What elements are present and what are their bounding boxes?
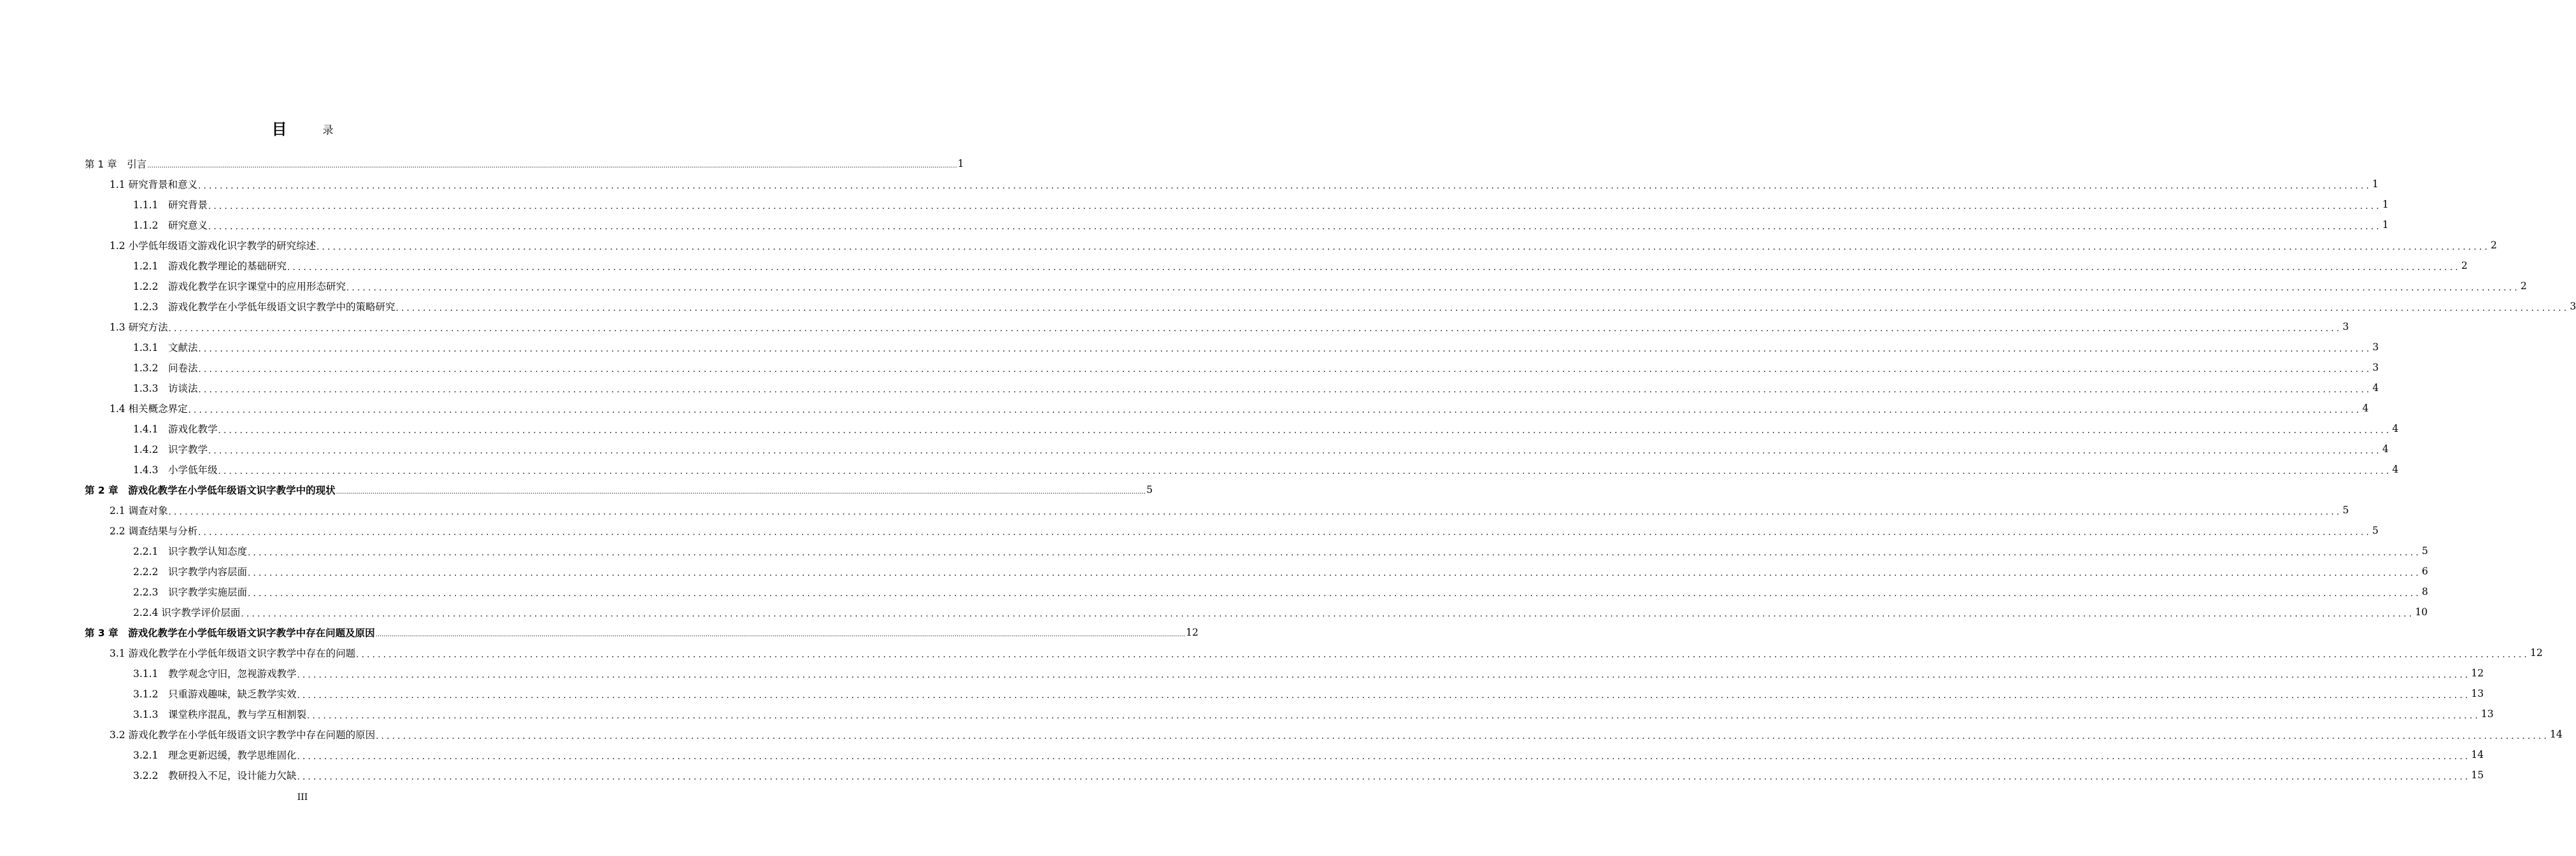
toc-entry[interactable] xyxy=(133,419,2399,438)
toc-entry-page: 2 xyxy=(2461,260,2468,271)
toc-entry-page: 3 xyxy=(2372,362,2379,373)
toc-entry[interactable] xyxy=(133,460,2399,479)
toc-entry-page: 1 xyxy=(2382,199,2389,210)
toc-entry-page: 4 xyxy=(2382,443,2389,455)
toc-leader-dots: ................................................................................................................................................................................................................................................................................................................................................................................................................ xyxy=(168,324,2342,334)
toc-entry[interactable] xyxy=(133,338,2379,357)
toc-leader-dots: ................................................................................................................................................................................................................................................................................................................................................................................................................ xyxy=(297,773,2471,782)
toc-entry-page: 2 xyxy=(2520,280,2527,292)
toc-leader-dots: ................................................................................................................................................................................................................................................................................................................................................................................................................ xyxy=(218,426,2392,436)
toc-entry-page: 4 xyxy=(2392,423,2399,434)
toc-leader-dots: ................................................................................................................................................................................................................................................................................................................................................................................................................ xyxy=(395,304,2570,313)
toc-leader-dots: ................................................................................................................................................................................................................................................................................................................................................................................................................ xyxy=(208,446,2382,456)
toc-leader-dots: ................................................................................................................................................................................................................................................................................................................................................................................................................ xyxy=(346,283,2520,293)
toc-entry[interactable] xyxy=(133,276,2527,296)
toc-entry[interactable] xyxy=(133,256,2468,275)
toc-entry-page: 2 xyxy=(2491,239,2497,251)
toc-entry[interactable] xyxy=(110,175,2379,194)
toc-entry-page: 13 xyxy=(2471,688,2484,699)
toc-entry[interactable] xyxy=(110,399,2369,418)
toc-leader-dots: ................................................................................................................................................................................................................................................................................................................................................................................................................ xyxy=(247,548,2421,558)
toc-entry[interactable] xyxy=(110,501,2349,520)
toc-entry-label: 1.4.2 识字教学 xyxy=(133,444,208,455)
toc-leader-dots: ................................................................................................................................................................................................................................................................................................................................................................................................................ xyxy=(297,752,2471,762)
toc-entry[interactable] xyxy=(133,439,2389,459)
toc-entry-page: 12 xyxy=(2471,667,2484,679)
toc-heading xyxy=(0,113,605,139)
toc-entry-page: 5 xyxy=(2342,504,2349,516)
toc-leader-dots: ................................................................................................................................................................................................................................................................................................................................................................................................................ xyxy=(297,691,2471,701)
toc-leader-dots: ................................................................................................................................................................................................................................................................................................................................................................................................................ xyxy=(208,202,2382,211)
toc-entry-page: 5 xyxy=(2372,525,2379,536)
toc-heading-small: 录 xyxy=(322,124,334,137)
toc-entry-label: 第 3 章 游戏化教学在小学低年级语文识字教学中存在问题及原因 xyxy=(85,627,375,639)
toc-entry-label: 2.2 调查结果与分析 xyxy=(110,525,198,537)
toc-entry-page: 5 xyxy=(1146,484,1153,496)
toc-entry-label: 3.1 游戏化教学在小学低年级语文识字教学中存在的问题 xyxy=(110,648,356,659)
toc-entry-label: 1.3.2 问卷法 xyxy=(133,362,198,374)
toc-entry[interactable] xyxy=(133,562,2428,581)
toc-entry-page: 3 xyxy=(2570,301,2576,312)
toc-entry-page: 8 xyxy=(2421,586,2428,597)
toc-entry[interactable] xyxy=(133,541,2428,560)
toc-entry-label: 1.1 研究背景和意义 xyxy=(110,179,198,190)
toc-heading-big: 目 xyxy=(271,120,287,138)
toc-entry-label: 1.3 研究方法 xyxy=(110,322,168,333)
toc-entry-page: 4 xyxy=(2372,382,2379,394)
toc-entry-label: 第 1 章 引言 xyxy=(85,159,147,170)
toc-entry-page: 3 xyxy=(2372,341,2379,353)
page-number: III xyxy=(297,792,308,802)
toc-leader-dots: ................................................................................................................................................................................................................................................................................................................................................................................................................ xyxy=(375,631,1186,638)
toc-entry-label: 1.3.1 文献法 xyxy=(133,342,198,353)
toc-entry[interactable] xyxy=(110,236,2497,255)
toc-entry[interactable] xyxy=(133,603,2428,622)
toc-entry-page: 3 xyxy=(2342,321,2349,332)
toc-leader-dots: ................................................................................................................................................................................................................................................................................................................................................................................................................ xyxy=(198,345,2372,354)
toc-entry[interactable] xyxy=(133,215,2389,234)
toc-entry-label: 1.4 相关概念界定 xyxy=(110,403,188,415)
toc-leader-dots: ................................................................................................................................................................................................................................................................................................................................................................................................................ xyxy=(317,243,2491,252)
toc-entry[interactable] xyxy=(133,195,2389,214)
toc-leader-dots: ................................................................................................................................................................................................................................................................................................................................................................................................................ xyxy=(376,732,2550,741)
toc-entry-label: 3.2.1 理念更新迟缓，教学思维固化 xyxy=(133,750,297,761)
toc-entry-page: 12 xyxy=(1186,627,1199,638)
toc-entry[interactable] xyxy=(133,766,2484,785)
toc-entry[interactable] xyxy=(110,643,2543,662)
toc-leader-dots: ................................................................................................................................................................................................................................................................................................................................................................................................................ xyxy=(297,671,2471,680)
toc-entry-page: 10 xyxy=(2415,606,2428,618)
toc-entry-page: 12 xyxy=(2530,647,2543,659)
toc-entry[interactable] xyxy=(133,378,2379,397)
toc-entry[interactable] xyxy=(133,684,2484,703)
toc-leader-dots: ................................................................................................................................................................................................................................................................................................................................................................................................................ xyxy=(306,711,2480,721)
toc-entry-label: 1.1.2 研究意义 xyxy=(133,220,208,231)
toc-leader-dots: ................................................................................................................................................................................................................................................................................................................................................................................................................ xyxy=(198,182,2372,191)
toc-entry-page: 14 xyxy=(2550,729,2563,740)
toc-entry-label: 1.4.1 游戏化教学 xyxy=(133,424,218,435)
toc-entry[interactable] xyxy=(133,582,2428,601)
toc-leader-dots: ................................................................................................................................................................................................................................................................................................................................................................................................................ xyxy=(241,610,2415,619)
toc-leader-dots: ................................................................................................................................................................................................................................................................................................................................................................................................................ xyxy=(218,467,2392,476)
toc-entry-label: 3.1.2 只重游戏趣味，缺乏教学实效 xyxy=(133,688,297,700)
toc-entry-label: 1.3.3 访谈法 xyxy=(133,383,198,394)
toc-leader-dots: ................................................................................................................................................................................................................................................................................................................................................................................................................ xyxy=(247,589,2421,599)
toc-entry-label: 1.2 小学低年级语文游戏化识字教学的研究综述 xyxy=(110,240,317,252)
toc-entry-label: 1.1.1 研究背景 xyxy=(133,199,208,211)
toc-entry-label: 3.1.1 教学观念守旧，忽视游戏教学 xyxy=(133,668,297,680)
toc-entry-label: 1.2.2 游戏化教学在识字课堂中的应用形态研究 xyxy=(133,281,346,292)
toc-entry-page: 1 xyxy=(957,158,964,169)
toc-entry-page: 15 xyxy=(2471,769,2484,781)
toc-entry[interactable] xyxy=(133,358,2379,377)
toc-leader-dots: ................................................................................................................................................................................................................................................................................................................................................................................................................ xyxy=(247,569,2421,578)
toc-entry-page: 4 xyxy=(2392,464,2399,475)
toc-entry-label: 3.1.3 课堂秩序混乱，教与学互相割裂 xyxy=(133,709,306,720)
toc-entry-label: 2.2.1 识字教学认知态度 xyxy=(133,546,247,557)
toc-entry-page: 13 xyxy=(2480,708,2494,720)
toc-leader-dots: ................................................................................................................................................................................................................................................................................................................................................................................................................ xyxy=(198,365,2372,374)
toc-entry-label: 2.2.3 识字教学实施层面 xyxy=(133,587,247,598)
toc-entry[interactable] xyxy=(133,664,2484,683)
toc-entry-label: 2.1 调查对象 xyxy=(110,505,168,517)
toc-entry[interactable] xyxy=(85,623,1199,642)
toc-entry[interactable] xyxy=(133,704,2494,724)
toc-entry-page: 4 xyxy=(2362,403,2369,414)
toc-entry[interactable] xyxy=(85,480,1153,499)
toc-leader-dots: ................................................................................................................................................................................................................................................................................................................................................................................................................ xyxy=(287,263,2461,273)
toc-entry-label: 1.4.3 小学低年级 xyxy=(133,464,218,476)
toc-leader-dots: ................................................................................................................................................................................................................................................................................................................................................................................................................ xyxy=(356,650,2530,660)
toc-entry-label: 2.2.4 识字教学评价层面 xyxy=(133,607,241,618)
toc-leader-dots: ................................................................................................................................................................................................................................................................................................................................................................................................................ xyxy=(336,489,1146,496)
toc-entry[interactable] xyxy=(85,154,964,173)
toc-entry-page: 1 xyxy=(2372,178,2379,190)
toc-entry-page: 14 xyxy=(2471,749,2484,760)
toc-entry[interactable] xyxy=(133,297,2576,316)
toc-entry-page: 1 xyxy=(2382,219,2389,231)
toc-entry-label: 1.2.3 游戏化教学在小学低年级语文识字教学中的策略研究 xyxy=(133,301,395,313)
toc-entry-page: 6 xyxy=(2421,566,2428,577)
toc-entry-label: 3.2.2 教研投入不足，设计能力欠缺 xyxy=(133,770,297,781)
toc-entry-page: 5 xyxy=(2421,545,2428,557)
toc-entry-label: 2.2.2 识字教学内容层面 xyxy=(133,566,247,578)
toc-leader-dots: ................................................................................................................................................................................................................................................................................................................................................................................................................ xyxy=(198,528,2372,538)
toc-entry-label: 第 2 章 游戏化教学在小学低年级语文识字教学中的现状 xyxy=(85,485,336,496)
toc-leader-dots: ................................................................................................................................................................................................................................................................................................................................................................................................................ xyxy=(188,406,2362,415)
toc-entry-label: 3.2 游戏化教学在小学低年级语文识字教学中存在问题的原因 xyxy=(110,729,376,741)
toc-entry[interactable] xyxy=(110,725,2563,744)
toc-leader-dots: ................................................................................................................................................................................................................................................................................................................................................................................................................ xyxy=(147,162,957,169)
toc-entry[interactable] xyxy=(110,317,2349,336)
toc-leader-dots: ................................................................................................................................................................................................................................................................................................................................................................................................................ xyxy=(198,385,2372,395)
toc-leader-dots: ................................................................................................................................................................................................................................................................................................................................................................................................................ xyxy=(168,508,2342,517)
toc-entry-label: 1.2.1 游戏化教学理论的基础研究 xyxy=(133,260,287,272)
toc-entry[interactable] xyxy=(133,745,2484,764)
toc-entry[interactable] xyxy=(110,521,2379,540)
toc-leader-dots: ................................................................................................................................................................................................................................................................................................................................................................................................................ xyxy=(208,222,2382,232)
